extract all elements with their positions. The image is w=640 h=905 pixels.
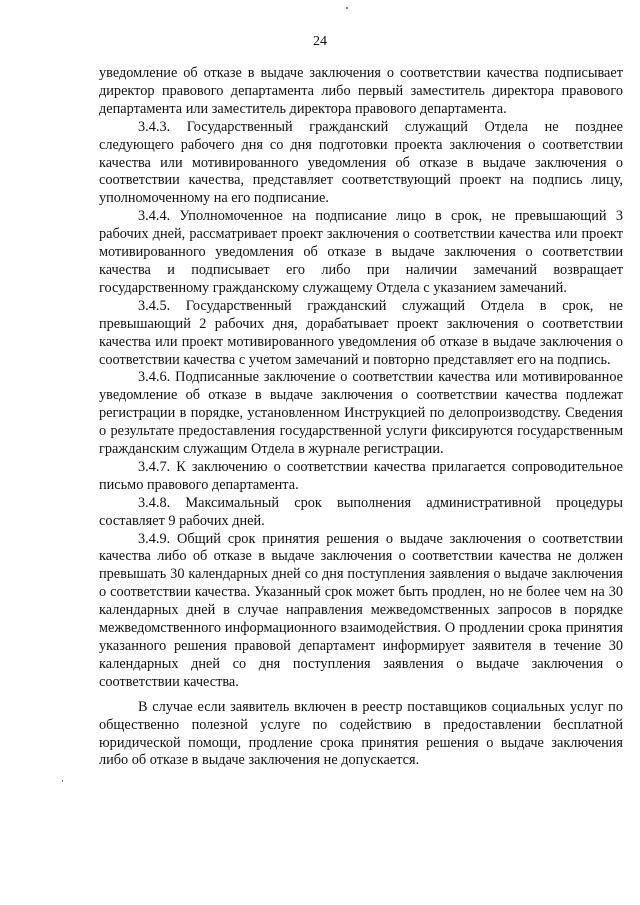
document-body [99, 65, 623, 770]
scan-speck [62, 780, 63, 782]
paragraph-3-4-7: 3.4.7. К заключению о соответствии качества прилагается сопроводительное письмо правового департамента. [99, 458, 623, 493]
page-number: 24 [313, 34, 327, 49]
paragraph-3-4-4: 3.4.4. Уполномоченное на подписание лицо в срок, не превышающий 3 рабочих дней, рассматривает проект заключения о соответствии качества или проект мотивированного уведомления об отказе в выдаче заключения о соответствии качества и подписывает его либо при наличии замечаний возвращает государственному гражданскому служащему Отдела с указанием замечаний. [99, 208, 623, 296]
paragraph-3-4-6: 3.4.6. Подписанные заключение о соответствии качества или мотивированное уведомление об отказе в выдаче заключения о соответствии качества подлежат регистрации в порядке, установленном Инструкцией по делопроизводству. Сведения о результате предоставления государственной услуги фиксируются государственным гражданским служащим Отдела в журнале регистрации. [99, 369, 623, 458]
scan-speck [346, 7, 348, 9]
paragraph-3-4-3: 3.4.3. Государственный гражданский служащий Отдела не позднее следующего рабочего дня со дня подготовки проекта заключения о соответствии качества или мотивированного уведомления об отказе в выдаче заключения о соответствии качества, представляет соответствующий проект на подпись лицу, уполномоченному на его подписание. [99, 118, 623, 207]
paragraph-3-4-5: 3.4.5. Государственный гражданский служащий Отдела в срок, не превышающий 2 рабочих дня, дорабатывает проект заключения о соответствии качества или проект мотивированного уведомления об отказе в выдаче заключения о соответствии качества с учетом замечаний и повторно представляет его на подпись. [99, 297, 623, 368]
paragraph-registry-exception: В случае если заявитель включен в реестр поставщиков социальных услуг по общественно полезной услуге по содействию в предоставлении бесплатной юридической помощи, продление срока принятия решения о выдаче заключения либо об отказе в выдаче заключения не допускается. [99, 698, 623, 769]
paragraph-continuation: уведомление об отказе в выдаче заключения о соответствии качества подписывает директор правового департамента либо первый заместитель директора правового департамента или заместитель директора правового департамента. [99, 65, 623, 117]
paragraph-3-4-9: 3.4.9. Общий срок принятия решения о выдаче заключения о соответствии качества либо об отказе в выдаче заключения о соответствии качества не должен превышать 30 календарных дней со дня поступления заявления о выдаче заключения о соответствии качества. Указанный срок может быть продлен, но не более чем на 30 календарных дней в случае направления межведомственных запросов в порядке межведомственного информационного взаимодействия. О продлении срока принятия указанного решения правовой департамент информирует заявителя в течение 30 календарных дней со дня поступления заявления о выдаче заключения о соответствии качества. [99, 530, 623, 690]
paragraph-3-4-8: 3.4.8. Максимальный срок выполнения административной процедуры составляет 9 рабочих дней. [99, 494, 623, 529]
